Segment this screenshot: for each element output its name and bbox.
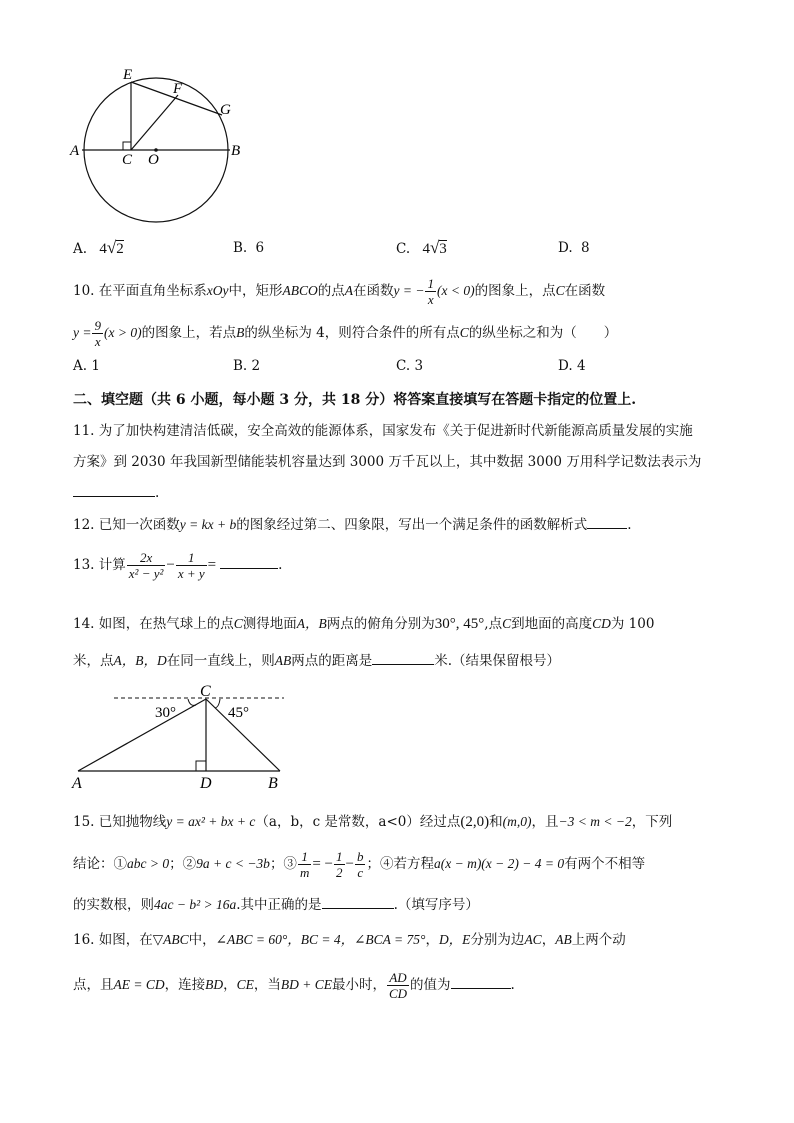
text: . bbox=[510, 977, 515, 993]
text: 如图，在 bbox=[98, 932, 153, 948]
math-expr: abc > 0 bbox=[127, 856, 170, 871]
fraction bbox=[425, 276, 436, 307]
math-expr: 9a + c < −3b bbox=[196, 856, 270, 871]
option-letter: C. bbox=[396, 358, 411, 374]
q13-line bbox=[73, 550, 282, 581]
math-seg: AC bbox=[524, 932, 542, 947]
q9-option-d bbox=[558, 240, 590, 256]
angle-arc-45 bbox=[215, 699, 220, 708]
numerator: AD bbox=[387, 970, 409, 986]
math-seg: CD bbox=[592, 616, 611, 631]
answer-blank[interactable] bbox=[73, 482, 155, 497]
text: 上两个动 bbox=[571, 932, 626, 948]
q14-line2 bbox=[73, 650, 560, 671]
numerator: 2x bbox=[127, 550, 166, 566]
denominator: x + y bbox=[177, 566, 205, 581]
math-seg: AB bbox=[555, 932, 572, 947]
label-45: 45° bbox=[228, 705, 249, 721]
math-cond: (x > 0) bbox=[103, 325, 142, 340]
math-func: y = ax² + bx + c bbox=[166, 814, 256, 829]
text: 中， bbox=[188, 932, 216, 948]
q9-option-a bbox=[73, 238, 124, 258]
math-seg: BD bbox=[205, 977, 224, 992]
q16-line2 bbox=[73, 970, 515, 1001]
segment-ca bbox=[78, 699, 206, 771]
fraction bbox=[334, 849, 345, 880]
label-c: C bbox=[200, 683, 211, 700]
math-points: A，B bbox=[296, 616, 327, 631]
math-seg: CE bbox=[236, 977, 254, 992]
numerator: 1 bbox=[298, 849, 311, 865]
label-d: D bbox=[200, 775, 212, 792]
text: 已知抛物线 bbox=[98, 814, 167, 830]
text: 如图，在热气球上的点 bbox=[98, 616, 234, 632]
fraction bbox=[387, 970, 409, 1001]
q10-option-a bbox=[73, 358, 100, 374]
segment-cf bbox=[131, 95, 178, 150]
text: 在函数 bbox=[353, 283, 394, 299]
text: 为 100 bbox=[610, 616, 655, 632]
text: 最小时， bbox=[331, 977, 386, 993]
fraction bbox=[127, 550, 166, 581]
option-letter: C. bbox=[396, 241, 411, 257]
math-expr: 4ac − b² > 16a bbox=[154, 897, 237, 912]
q16-number: 16. bbox=[73, 932, 95, 948]
radicand: 3 bbox=[439, 241, 447, 257]
numerator: 1 bbox=[427, 276, 434, 291]
math-cond: (x < 0) bbox=[436, 283, 475, 298]
q9-circle-figure bbox=[60, 60, 260, 230]
right-angle-mark bbox=[196, 761, 206, 771]
option-value: 4 bbox=[99, 241, 107, 257]
text: ；② bbox=[169, 856, 197, 872]
math-op: = bbox=[207, 557, 217, 573]
section-title: 二、填空题（共 6 小题，每小题 3 分，共 18 分）将答案直接填写在答题卡指定的位置上. bbox=[73, 392, 637, 408]
math-point: C bbox=[233, 616, 243, 631]
q10-option-c bbox=[396, 358, 423, 374]
q15-number: 15. bbox=[73, 814, 95, 830]
math-op: − bbox=[166, 557, 175, 573]
text: 两点的俯角分别为 bbox=[326, 616, 435, 632]
math-cond: ∠ABC = 60°，BC = 4，∠BCA = 75° bbox=[215, 932, 426, 947]
option-value: 1 bbox=[91, 358, 100, 374]
q15-line3 bbox=[73, 894, 479, 915]
q14-triangle-figure bbox=[70, 680, 300, 792]
q11-line2: 方案》到 2030 年我国新型储能装机容量达到 3000 万千瓦以上，其中数据 3000 万用科学记数法表示为 bbox=[73, 454, 702, 470]
text: ， bbox=[425, 932, 439, 948]
q15-line2 bbox=[73, 849, 645, 880]
q10-line1 bbox=[73, 276, 605, 307]
label-b: B bbox=[231, 143, 241, 159]
label-o: O bbox=[148, 152, 159, 168]
option-value: 3 bbox=[414, 358, 424, 374]
label-a: A bbox=[72, 775, 82, 792]
label-c: C bbox=[122, 152, 133, 168]
option-letter: B. bbox=[233, 358, 248, 374]
fraction bbox=[298, 849, 311, 880]
denominator: m bbox=[299, 865, 310, 880]
label-a: A bbox=[70, 143, 80, 159]
q11-line3 bbox=[73, 482, 159, 503]
option-value: 2 bbox=[251, 358, 261, 374]
denominator: CD bbox=[388, 986, 408, 1001]
text: 为了加快构建清洁低碳，安全高效的能源体系，国家发布《关于促进新时代新能源高质量发展的实施 bbox=[98, 423, 693, 439]
radicand: 2 bbox=[116, 241, 124, 257]
q15-line1 bbox=[73, 812, 672, 832]
math-coord: xOy bbox=[206, 283, 229, 298]
q16-line1 bbox=[73, 930, 626, 950]
math-point: C bbox=[555, 283, 565, 298]
numerator: 1 bbox=[336, 849, 343, 864]
text: 点，且 bbox=[73, 977, 114, 993]
q14-line1 bbox=[73, 614, 654, 634]
text: 米，点 bbox=[73, 653, 114, 669]
text: 已知一次函数 bbox=[98, 517, 180, 533]
option-letter: A. bbox=[73, 358, 88, 374]
math-point: (m,0) bbox=[502, 814, 532, 829]
denominator: x bbox=[94, 334, 101, 349]
label-g: G bbox=[220, 102, 231, 118]
math-expr: BD + CE bbox=[280, 977, 332, 992]
text: 的图象上，点 bbox=[474, 283, 556, 299]
option-letter: D. bbox=[558, 358, 573, 374]
answer-blank[interactable] bbox=[451, 974, 511, 989]
fraction bbox=[355, 849, 366, 880]
fraction bbox=[92, 318, 103, 349]
q13-number: 13. bbox=[73, 557, 95, 573]
text: 的图象经过第二、四象限，写出一个满足条件的函数解析式 bbox=[236, 517, 588, 533]
text: . bbox=[155, 485, 160, 501]
math-point: B bbox=[236, 325, 245, 340]
sqrt-sign: √ bbox=[429, 238, 440, 257]
q10-option-b bbox=[233, 358, 260, 374]
q9-option-b bbox=[233, 240, 264, 256]
math-func: y = bbox=[73, 325, 92, 340]
answer-blank[interactable] bbox=[322, 894, 394, 909]
math-func: y = − bbox=[393, 283, 425, 298]
text: 和 bbox=[489, 814, 503, 830]
text: 的纵坐标之和为（ ） bbox=[468, 325, 618, 341]
q10-number: 10. bbox=[73, 283, 95, 299]
answer-blank[interactable] bbox=[372, 650, 434, 665]
q9-option-c bbox=[396, 238, 447, 258]
text: 有两个不相等 bbox=[564, 856, 646, 872]
option-letter: D. bbox=[558, 240, 573, 256]
math-op: = − bbox=[312, 856, 333, 872]
math-point: (2,0) bbox=[460, 814, 490, 830]
text: ， bbox=[223, 977, 237, 993]
right-angle-mark bbox=[123, 142, 131, 150]
text: 分别为边 bbox=[470, 932, 525, 948]
text: 的点 bbox=[317, 283, 345, 299]
text: 米.（结果保留根号） bbox=[434, 653, 561, 669]
label-e: E bbox=[123, 67, 133, 83]
text: 在函数 bbox=[564, 283, 606, 299]
text: 测得地面 bbox=[242, 616, 297, 632]
math-points: A，B，D bbox=[113, 653, 167, 668]
text: ，下列 bbox=[631, 814, 673, 830]
text: 两点的距离是 bbox=[291, 653, 373, 669]
q10-line2 bbox=[73, 318, 617, 349]
math-op: − bbox=[345, 856, 354, 872]
text: ，连接 bbox=[164, 977, 206, 993]
sqrt-sign: √ bbox=[106, 238, 117, 257]
text: 中，矩形 bbox=[228, 283, 283, 299]
text: ,点 bbox=[484, 616, 503, 632]
text: .（填写序号） bbox=[393, 897, 479, 913]
option-value: 4 bbox=[576, 358, 586, 374]
q12-line bbox=[73, 514, 632, 535]
denominator: c bbox=[357, 865, 364, 880]
text: ，当 bbox=[253, 977, 281, 993]
option-letter: A. bbox=[73, 241, 88, 257]
text: 的值为 bbox=[410, 977, 451, 993]
math-func: y = kx + b bbox=[179, 517, 237, 532]
text: ；③ bbox=[269, 856, 297, 872]
q14-number: 14. bbox=[73, 616, 95, 632]
q11-line1 bbox=[73, 421, 693, 441]
numerator: b bbox=[356, 849, 364, 864]
text: 结论：① bbox=[73, 856, 127, 872]
math-point: A bbox=[344, 283, 354, 298]
math-angles: 30°, 45° bbox=[434, 616, 485, 632]
math-point: C bbox=[502, 616, 512, 631]
label-f: F bbox=[173, 81, 183, 97]
text: ， bbox=[541, 932, 556, 948]
math-expr: a(x − m)(x − 2) − 4 = 0 bbox=[433, 856, 565, 871]
text: ，且 bbox=[531, 814, 559, 830]
option-value: 8 bbox=[580, 240, 590, 256]
label-b: B bbox=[268, 775, 278, 792]
denominator: x bbox=[427, 292, 434, 307]
text: 的实数根，则 bbox=[73, 897, 154, 913]
math-cond: AE = CD bbox=[113, 977, 165, 992]
text: . bbox=[278, 557, 283, 573]
q12-number: 12. bbox=[73, 517, 95, 533]
option-value: 6 bbox=[255, 240, 265, 256]
label-30: 30° bbox=[155, 705, 176, 721]
angle-arc-30 bbox=[188, 699, 196, 705]
text: 计算 bbox=[98, 557, 126, 573]
denominator: 2 bbox=[336, 865, 343, 880]
numerator: 1 bbox=[176, 550, 207, 566]
numerator: 9 bbox=[94, 318, 101, 333]
text: .其中正确的是 bbox=[236, 897, 322, 913]
text: 在同一直线上，则 bbox=[166, 653, 275, 669]
text: 到地面的高度 bbox=[511, 616, 593, 632]
text: 在平面直角坐标系 bbox=[98, 283, 207, 299]
text: . bbox=[627, 517, 632, 533]
answer-blank[interactable] bbox=[587, 514, 627, 529]
math-range: −3 < m < −2 bbox=[558, 814, 632, 829]
text: 的图象上，若点 bbox=[141, 325, 237, 341]
option-value: 4 bbox=[422, 241, 430, 257]
text: （a，b，c 是常数，a<0）经过点 bbox=[255, 814, 461, 830]
option-letter: B. bbox=[233, 240, 248, 256]
fraction bbox=[176, 550, 207, 581]
math-point: C bbox=[459, 325, 469, 340]
denominator: x² − y² bbox=[128, 566, 164, 581]
math-seg: AB bbox=[274, 653, 292, 668]
text: 的纵坐标为 4，则符合条件的所有点 bbox=[244, 325, 460, 341]
math-points: D，E bbox=[438, 932, 471, 947]
text: ；④若方程 bbox=[366, 856, 434, 872]
q11-number: 11. bbox=[73, 423, 95, 439]
q10-option-d bbox=[558, 358, 586, 374]
answer-blank[interactable] bbox=[220, 554, 278, 569]
math-triangle: ▽ABC bbox=[152, 932, 189, 947]
math-rect: ABCO bbox=[282, 283, 318, 298]
